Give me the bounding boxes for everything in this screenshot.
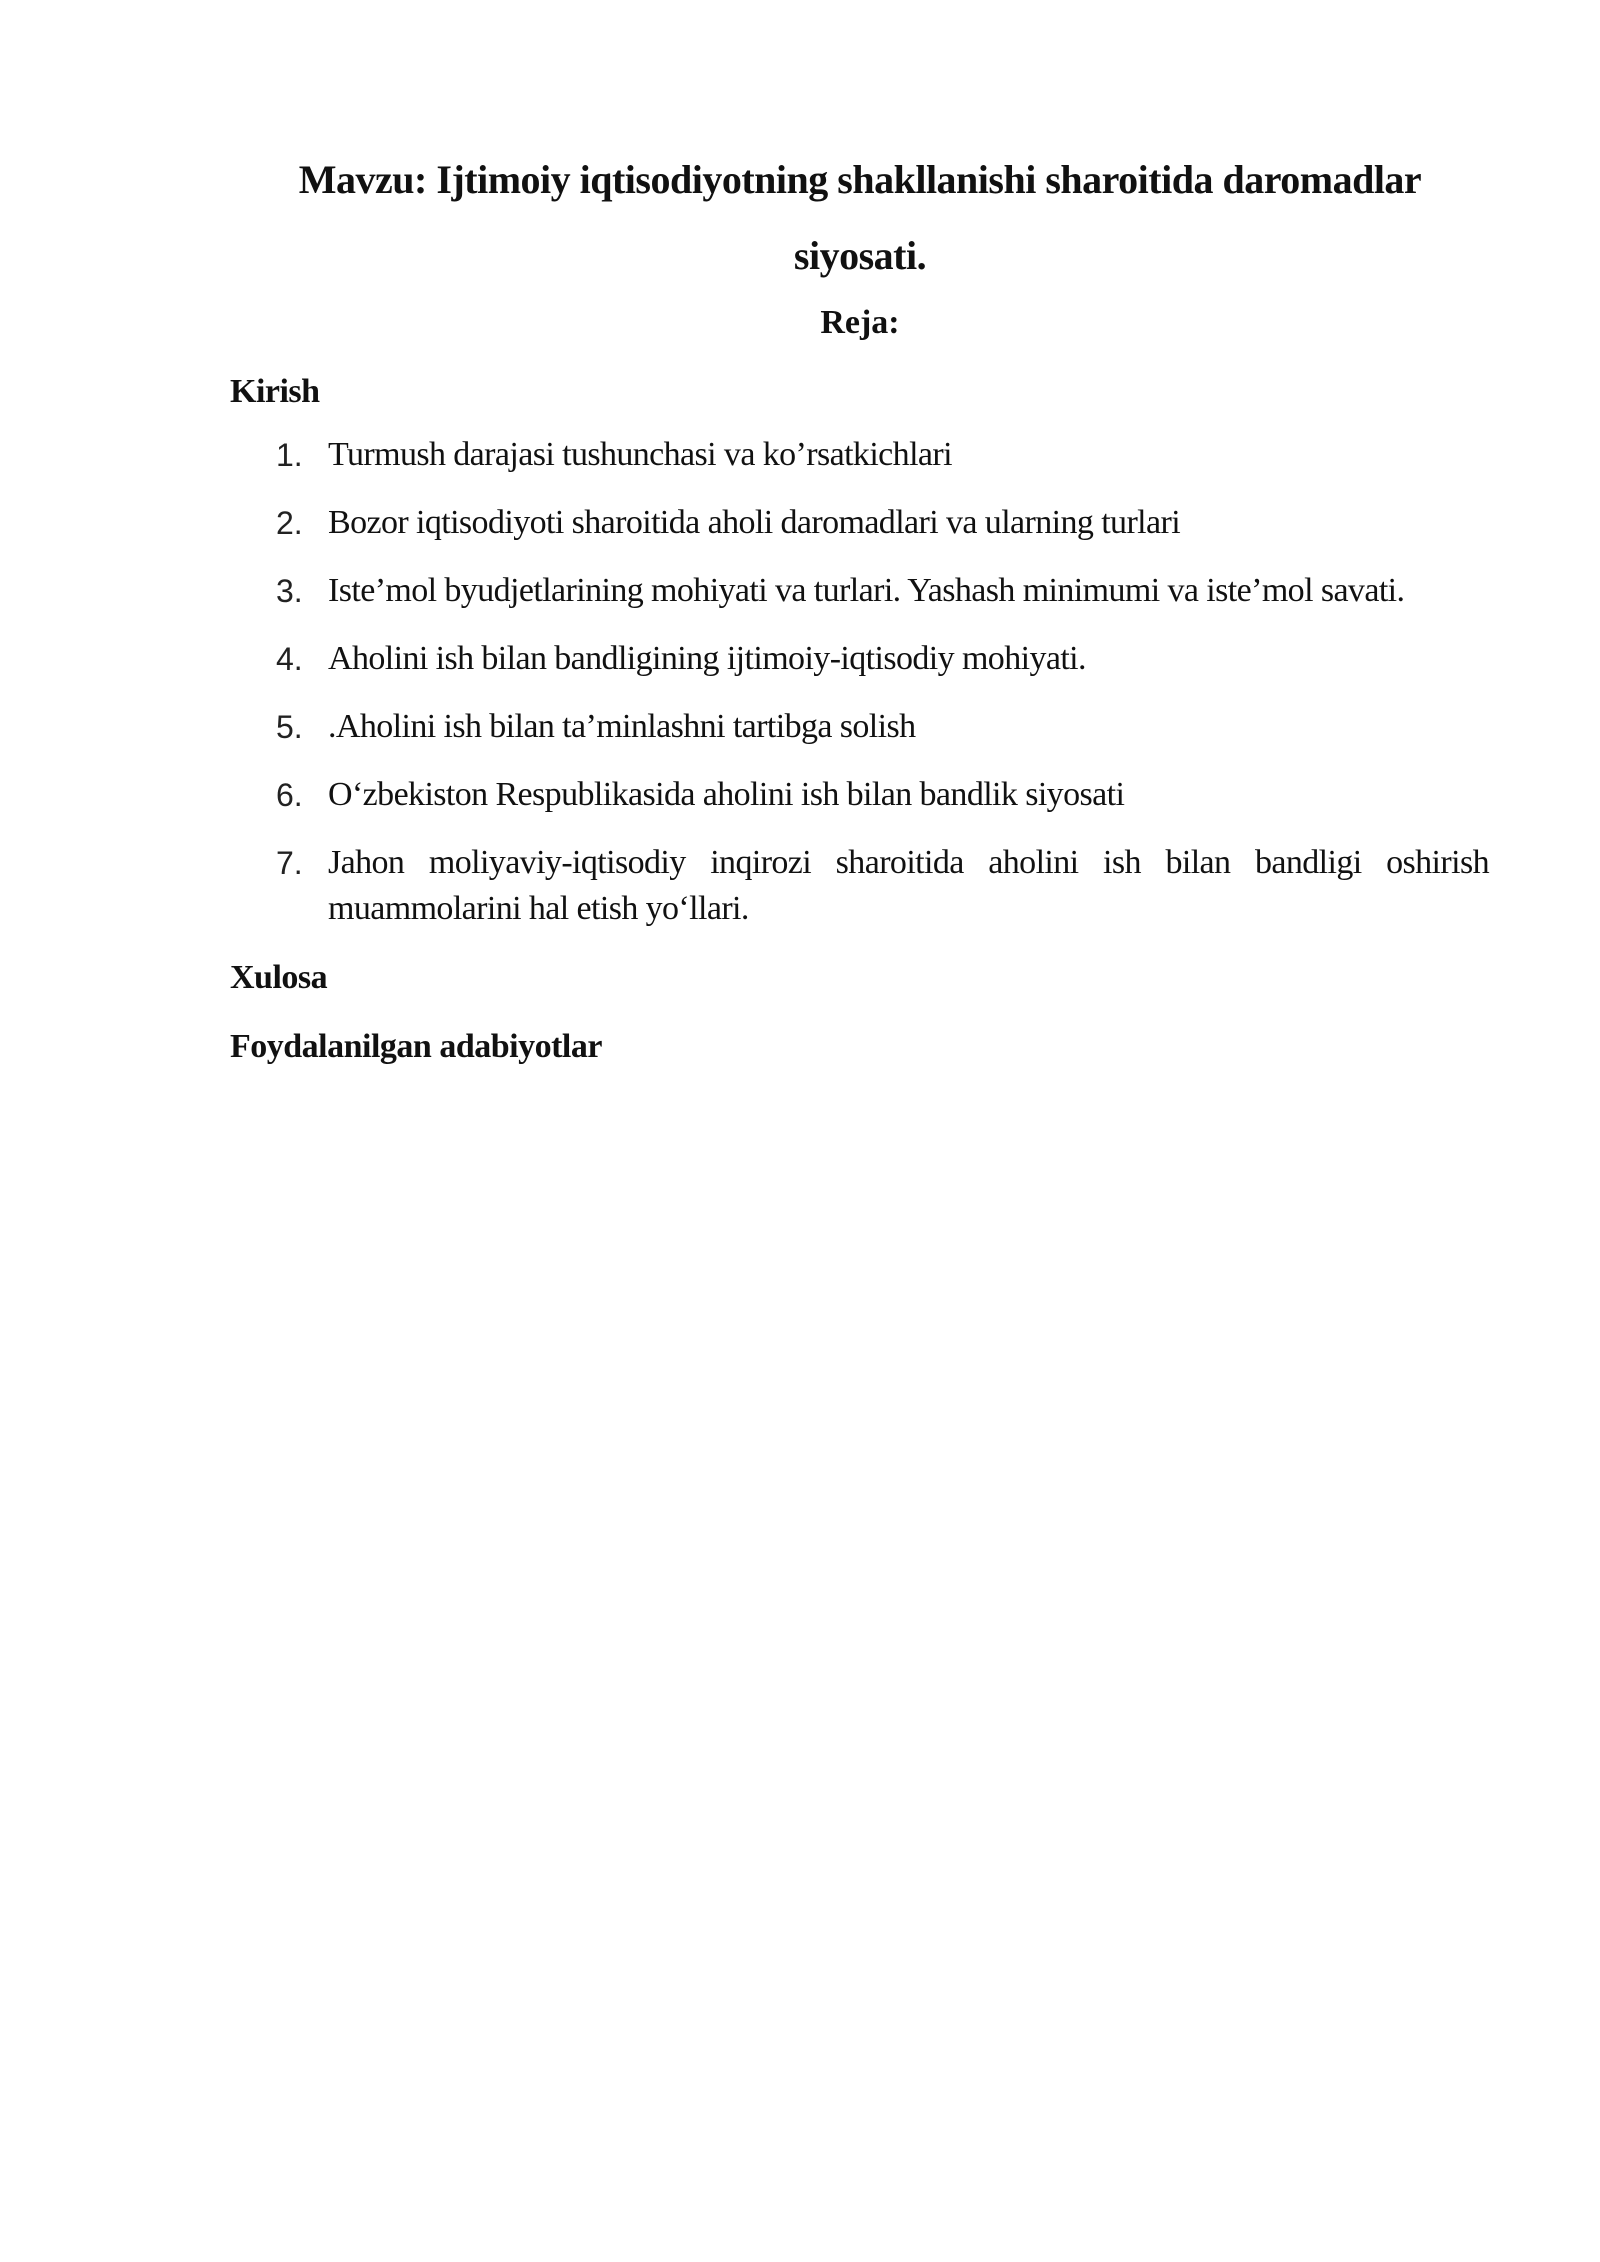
intro-heading: Kirish (230, 373, 320, 410)
plan-item-text: Jahon moliyaviy-iqtisodiy inqirozi sharoitida aholini ish bilan bandligi oshirish muammolarini hal etish yo‘llari. (328, 844, 1489, 927)
plan-item-text: .Aholini ish bilan ta’minlashni tartibga solish (328, 708, 916, 745)
plan-item-text: Iste’mol byudjetlarining mohiyati va turlari. Yashash minimumi va iste’mol savati. (328, 572, 1405, 609)
plan-item-number: 1. (276, 437, 303, 473)
conclusion-heading: Xulosa (230, 959, 328, 996)
plan-item-text: Bozor iqtisodiyoti sharoitida aholi daromadlari va ularning turlari (328, 504, 1181, 541)
plan-item-number: 4. (276, 641, 303, 677)
plan-item-number: 7. (276, 845, 303, 881)
plan-item (276, 840, 1489, 932)
plan-item (276, 772, 1489, 818)
plan-item-text: Aholini ish bilan bandligining ijtimoiy-iqtisodiy mohiyati. (328, 640, 1086, 677)
plan-item (276, 704, 1489, 750)
plan-item (276, 568, 1489, 614)
document-title-line-1: Mavzu: Ijtimoiy iqtisodiyotning shakllanishi sharoitida daromadlar (298, 157, 1422, 202)
plan-item (276, 500, 1489, 546)
plan-item (276, 636, 1489, 682)
plan-item-text: Turmush darajasi tushunchasi va ko’rsatkichlari (328, 436, 952, 473)
plan-heading: Reja: (820, 304, 900, 341)
references-heading: Foydalanilgan adabiyotlar (230, 1028, 602, 1065)
plan-item-number: 6. (276, 777, 303, 813)
plan-item-number: 3. (276, 573, 303, 609)
plan-item (276, 432, 1489, 478)
document-title-line-2: siyosati. (793, 233, 927, 278)
plan-item-text: O‘zbekiston Respublikasida aholini ish bilan bandlik siyosati (328, 776, 1125, 813)
plan-item-number: 5. (276, 709, 303, 745)
plan-item-number: 2. (276, 505, 303, 541)
